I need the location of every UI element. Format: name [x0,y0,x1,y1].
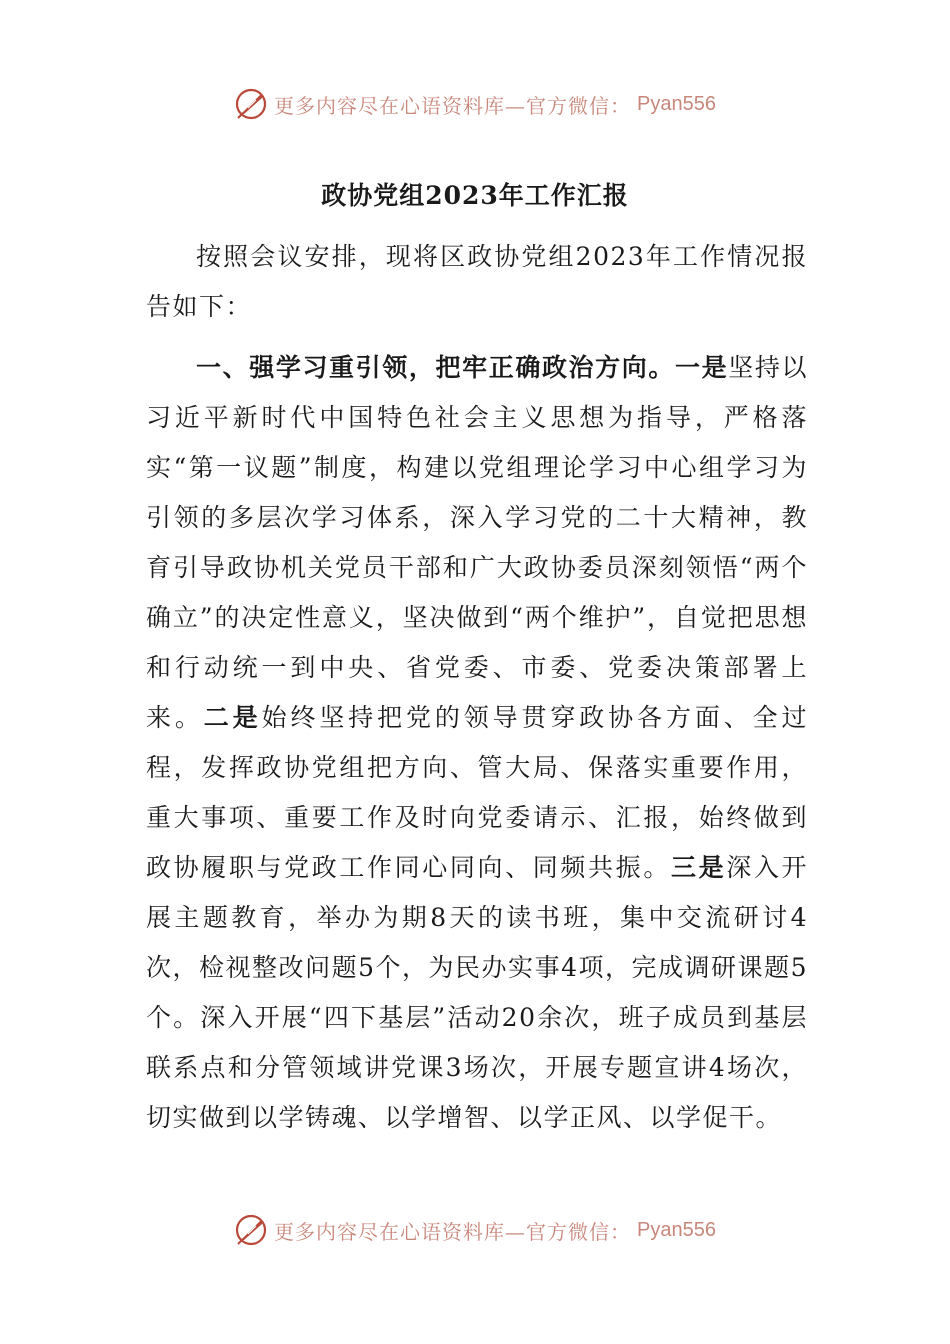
watermark-footer [0,1210,950,1250]
point-two-text: 始终坚持把党的领导贯穿政协各方面、全过程，发挥政协党组把方向、管大局、保落实重要作用，重大事项、重要工作及时向党委请示、汇报，始终做到政协履职与党政工作同心同向、同频共振。 [146,703,808,882]
document-title: 政协党组2023年工作汇报 [321,181,629,210]
watermark-text: 更多内容尽在心语资料库—官方微信： [274,93,632,118]
section-one-heading: 一、强学习重引领，把牢正确政治方向。 [196,353,676,382]
point-one-label: 一是 [675,353,729,382]
quill-pen-logo-icon [234,87,268,121]
point-two-label: 二是 [203,703,262,732]
section-one-paragraph [146,343,808,1143]
watermark-wechat-id: Pyan556 [637,1218,716,1241]
watermark-text: 更多内容尽在心语资料库—官方微信： [274,1219,632,1244]
point-three-label: 三是 [670,853,727,882]
point-three-text: 深入开展主题教育，举办为期8天的读书班，集中交流研讨4次，检视整改问题5个，为民办实事4项，完成调研课题5个。深入开展“四下基层”活动20余次，班子成员到基层联系点和分管领域讲党课3场次，开展专题宣讲4场次，切实做到以学铸魂、以学增智、以学正风、以学促干。 [146,853,808,1132]
point-one-text: 坚持以习近平新时代中国特色社会主义思想为指导，严格落实“第一议题”制度，构建以党组理论学习中心组学习为引领的多层次学习体系，深入学习党的二十大精神，教育引导政协机关党员干部和广大政协委员深刻领悟“两个确立”的决定性意义，坚决做到“两个维护”，自觉把思想和行动统一到中央、省党委、市委、党委决策部署上来。 [146,353,808,732]
intro-paragraph: 按照会议安排，现将区政协党组2023年工作情况报告如下： [146,242,808,321]
watermark-header [0,84,950,124]
quill-pen-logo-icon [234,1213,268,1247]
watermark-wechat-id: Pyan556 [637,92,716,115]
